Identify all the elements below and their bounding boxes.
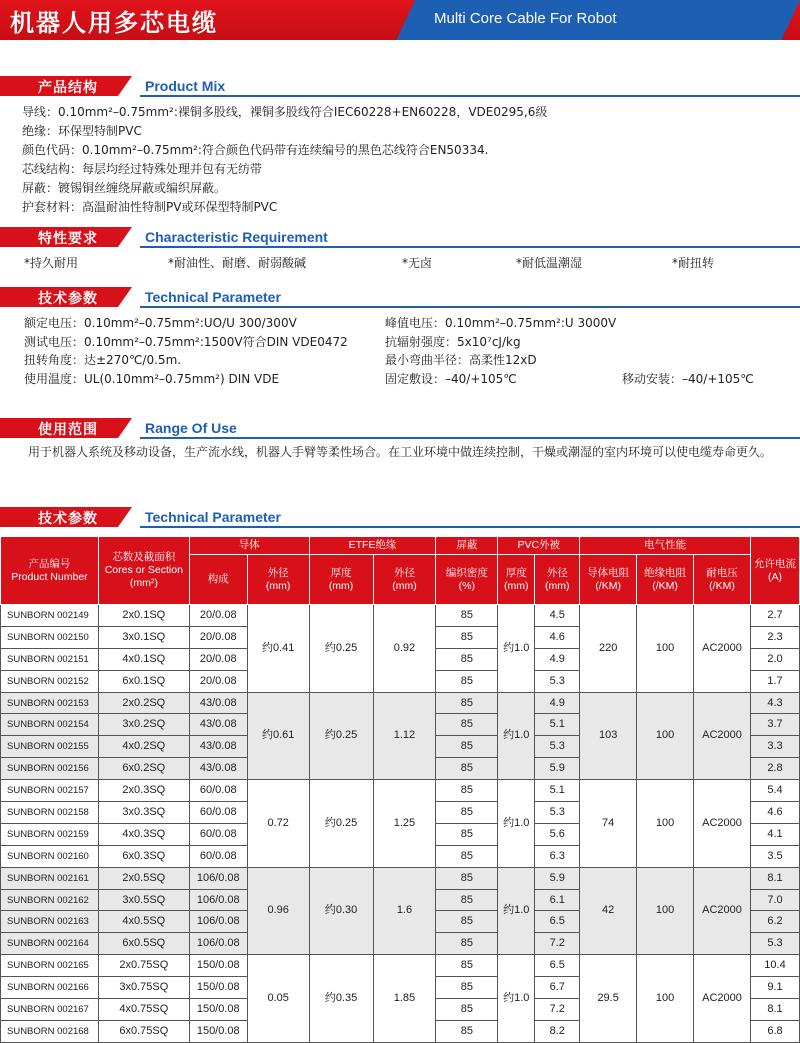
cell-current: 3.3	[750, 736, 799, 758]
col-header-etfe-od: 外径 (mm)	[373, 555, 436, 605]
cell-current: 8.1	[750, 999, 799, 1021]
cell-structure: 43/0.08	[189, 692, 247, 714]
cell-pvc-od: 5.9	[535, 867, 580, 889]
cell-cores: 2x0.75SQ	[98, 955, 189, 977]
col-group-pvc: PVC外被	[498, 537, 580, 555]
section-title: 使用范围	[38, 422, 98, 438]
cell-structure: 60/0.08	[189, 823, 247, 845]
cell-etfe-od: 0.92	[373, 605, 436, 693]
cell-current: 2.3	[750, 626, 799, 648]
section-title-en: Technical Parameter	[145, 509, 281, 525]
cell-conductor-od: 约0.41	[247, 605, 309, 693]
cell-braid-density: 85	[436, 955, 498, 977]
cell-cores: 6x0.2SQ	[98, 758, 189, 780]
cell-product-number: SUNBORN 002162	[1, 889, 99, 911]
spec-line: 屏蔽：镀锡铜丝缠绕屏蔽或编织屏蔽。	[22, 181, 227, 195]
col-header-pvc-od: 外径 (mm)	[535, 555, 580, 605]
cell-braid-density: 85	[436, 605, 498, 627]
cell-current: 3.5	[750, 845, 799, 867]
cell-insulation-resistance: 100	[637, 867, 694, 955]
section-header-parameter-table	[0, 507, 800, 529]
cell-braid-density: 85	[436, 714, 498, 736]
cell-insulation-resistance: 100	[637, 692, 694, 780]
cell-braid-density: 85	[436, 889, 498, 911]
cell-pvc-od: 4.9	[535, 648, 580, 670]
cell-pvc-od: 8.2	[535, 1020, 580, 1042]
cell-cores: 2x0.5SQ	[98, 867, 189, 889]
cell-etfe-thickness: 约0.25	[309, 780, 373, 868]
section-title-en: Range Of Use	[145, 420, 237, 436]
cell-cores: 3x0.75SQ	[98, 977, 189, 999]
cell-product-number: SUNBORN 002155	[1, 736, 99, 758]
cell-cores: 2x0.1SQ	[98, 605, 189, 627]
cell-cores: 4x0.5SQ	[98, 911, 189, 933]
cell-pvc-od: 5.1	[535, 780, 580, 802]
cell-pvc-thickness: 约1.0	[498, 692, 535, 780]
cell-pvc-od: 5.6	[535, 823, 580, 845]
spec-line: 护套材料：高温耐油性特制PV或环保型特制PVC	[22, 200, 278, 214]
col-header-product-number: 产品编号 Product Number	[1, 537, 99, 605]
section-title: 技术参数	[38, 511, 98, 527]
cell-structure: 60/0.08	[189, 780, 247, 802]
cell-etfe-od: 1.25	[373, 780, 436, 868]
cell-product-number: SUNBORN 002166	[1, 977, 99, 999]
cell-product-number: SUNBORN 002163	[1, 911, 99, 933]
spec-line: 绝缘：环保型特制PVC	[22, 124, 142, 138]
cell-structure: 20/0.08	[189, 605, 247, 627]
col-header-conductor-od: 外径 (mm)	[247, 555, 309, 605]
cell-cores: 6x0.5SQ	[98, 933, 189, 955]
cell-current: 5.3	[750, 933, 799, 955]
col-header-structure: 构成	[189, 555, 247, 605]
cell-conductor-resistance: 42	[580, 867, 637, 955]
cell-pvc-thickness: 约1.0	[498, 780, 535, 868]
cell-pvc-od: 4.6	[535, 626, 580, 648]
cell-pvc-od: 4.9	[535, 692, 580, 714]
feature-item: *耐扭转	[672, 256, 715, 270]
cell-current: 4.6	[750, 802, 799, 824]
cell-braid-density: 85	[436, 999, 498, 1021]
col-header-conductor-resistance: 导体电阻 (/KM)	[580, 555, 637, 605]
cell-product-number: SUNBORN 002156	[1, 758, 99, 780]
cell-cores: 6x0.3SQ	[98, 845, 189, 867]
cell-insulation-resistance: 100	[637, 780, 694, 868]
table-row	[1, 692, 800, 714]
cell-cores: 3x0.2SQ	[98, 714, 189, 736]
cell-structure: 60/0.08	[189, 802, 247, 824]
cell-current: 6.2	[750, 911, 799, 933]
cell-product-number: SUNBORN 002167	[1, 999, 99, 1021]
cell-braid-density: 85	[436, 648, 498, 670]
cell-structure: 150/0.08	[189, 999, 247, 1021]
cell-cores: 6x0.1SQ	[98, 670, 189, 692]
section-title-en: Product Mix	[145, 78, 226, 94]
col-group-conductor: 导体	[189, 537, 309, 555]
col-header-voltage: 耐电压 (/KM)	[694, 555, 751, 605]
cell-structure: 43/0.08	[189, 736, 247, 758]
cell-structure: 43/0.08	[189, 714, 247, 736]
cell-product-number: SUNBORN 002161	[1, 867, 99, 889]
col-header-current: 允许电流 (A)	[750, 537, 799, 605]
cell-braid-density: 85	[436, 692, 498, 714]
cell-product-number: SUNBORN 002153	[1, 692, 99, 714]
cell-etfe-od: 1.6	[373, 867, 436, 955]
cell-braid-density: 85	[436, 780, 498, 802]
page-title: 机器人用多芯电缆	[10, 9, 218, 37]
cell-braid-density: 85	[436, 845, 498, 867]
cell-product-number: SUNBORN 002160	[1, 845, 99, 867]
cell-braid-density: 85	[436, 626, 498, 648]
cell-product-number: SUNBORN 002165	[1, 955, 99, 977]
cell-structure: 106/0.08	[189, 867, 247, 889]
param-line: 使用温度：UL(0.10mm²–0.75mm²) DIN VDE	[24, 372, 280, 386]
section-title: 产品结构	[38, 80, 98, 96]
cell-cores: 3x0.3SQ	[98, 802, 189, 824]
usage-description: 用于机器人系统及移动设备，生产流水线，机器人手臂等柔性场合。在工业环境中做连续控制，干燥或潮湿的室内环境可以使电缆寿命更久。	[28, 445, 773, 459]
cell-pvc-od: 4.5	[535, 605, 580, 627]
cell-braid-density: 85	[436, 670, 498, 692]
cell-current: 2.7	[750, 605, 799, 627]
cell-cores: 3x0.5SQ	[98, 889, 189, 911]
cell-etfe-thickness: 约0.25	[309, 605, 373, 693]
page-title-en: Multi Core Cable For Robot	[434, 10, 617, 27]
cell-current: 10.4	[750, 955, 799, 977]
cell-etfe-thickness: 约0.30	[309, 867, 373, 955]
cell-current: 7.0	[750, 889, 799, 911]
cell-pvc-od: 5.3	[535, 670, 580, 692]
cell-braid-density: 85	[436, 933, 498, 955]
cell-current: 6.8	[750, 1020, 799, 1042]
cell-etfe-od: 1.12	[373, 692, 436, 780]
table-row	[1, 867, 800, 889]
section-header-technical-parameter	[0, 287, 800, 309]
cell-current: 9.1	[750, 977, 799, 999]
cell-pvc-thickness: 约1.0	[498, 867, 535, 955]
cell-withstand-voltage: AC2000	[694, 692, 751, 780]
cell-braid-density: 85	[436, 758, 498, 780]
section-header-product-mix	[0, 76, 800, 98]
cell-braid-density: 85	[436, 911, 498, 933]
param-line: 扭转角度：达±270℃/0.5m.	[24, 353, 182, 367]
section-header-range-of-use	[0, 418, 800, 440]
cell-product-number: SUNBORN 002159	[1, 823, 99, 845]
cell-product-number: SUNBORN 002151	[1, 648, 99, 670]
cell-pvc-od: 6.5	[535, 955, 580, 977]
param-line: 额定电压：0.10mm²–0.75mm²:UO/U 300/300V	[24, 316, 297, 330]
param-line: 最小弯曲半径：高柔性12xD	[385, 353, 537, 367]
cell-product-number: SUNBORN 002168	[1, 1020, 99, 1042]
spec-line: 颜色代码：0.10mm²–0.75mm²:符合颜色代码带有连续编号的黑色芯线符合EN50334.	[22, 143, 489, 157]
spec-table	[0, 536, 800, 1043]
col-header-braid-density: 编织密度 (%)	[436, 555, 498, 605]
cell-braid-density: 85	[436, 867, 498, 889]
feature-item: *耐低温潮湿	[516, 256, 583, 270]
cell-cores: 2x0.3SQ	[98, 780, 189, 802]
cell-braid-density: 85	[436, 823, 498, 845]
feature-item: *耐油性、耐磨、耐弱酸碱	[168, 256, 307, 270]
cell-current: 4.3	[750, 692, 799, 714]
cell-product-number: SUNBORN 002154	[1, 714, 99, 736]
cell-product-number: SUNBORN 002158	[1, 802, 99, 824]
cell-conductor-resistance: 29.5	[580, 955, 637, 1043]
cell-etfe-od: 1.85	[373, 955, 436, 1043]
cell-withstand-voltage: AC2000	[694, 955, 751, 1043]
cell-pvc-od: 7.2	[535, 933, 580, 955]
cell-conductor-resistance: 103	[580, 692, 637, 780]
cell-conductor-resistance: 220	[580, 605, 637, 693]
cell-pvc-od: 5.3	[535, 736, 580, 758]
table-row	[1, 605, 800, 627]
cell-etfe-thickness: 约0.25	[309, 692, 373, 780]
cell-structure: 60/0.08	[189, 845, 247, 867]
cell-braid-density: 85	[436, 1020, 498, 1042]
col-group-electrical: 电气性能	[580, 537, 751, 555]
cell-conductor-resistance: 74	[580, 780, 637, 868]
cell-structure: 106/0.08	[189, 889, 247, 911]
col-header-etfe-thickness: 厚度 (mm)	[309, 555, 373, 605]
param-line: 固定敷设：–40/+105℃	[385, 372, 517, 386]
cell-product-number: SUNBORN 002150	[1, 626, 99, 648]
cell-insulation-resistance: 100	[637, 955, 694, 1043]
cell-pvc-od: 6.3	[535, 845, 580, 867]
cell-insulation-resistance: 100	[637, 605, 694, 693]
col-header-pvc-thickness: 厚度 (mm)	[498, 555, 535, 605]
cell-product-number: SUNBORN 002164	[1, 933, 99, 955]
cell-structure: 43/0.08	[189, 758, 247, 780]
cell-cores: 4x0.2SQ	[98, 736, 189, 758]
cell-pvc-od: 5.1	[535, 714, 580, 736]
cell-current: 2.0	[750, 648, 799, 670]
param-line: 测试电压：0.10mm²–0.75mm²:1500V符合DIN VDE0472	[24, 335, 348, 349]
cell-pvc-thickness: 约1.0	[498, 605, 535, 693]
cell-pvc-od: 6.1	[535, 889, 580, 911]
cell-withstand-voltage: AC2000	[694, 605, 751, 693]
cell-cores: 4x0.1SQ	[98, 648, 189, 670]
cell-cores: 4x0.75SQ	[98, 999, 189, 1021]
cell-cores: 6x0.75SQ	[98, 1020, 189, 1042]
cell-structure: 20/0.08	[189, 648, 247, 670]
cell-current: 1.7	[750, 670, 799, 692]
cell-structure: 20/0.08	[189, 626, 247, 648]
cell-pvc-od: 5.3	[535, 802, 580, 824]
table-row	[1, 955, 800, 977]
section-title-en: Characteristic Requirement	[145, 229, 328, 245]
cell-pvc-od: 7.2	[535, 999, 580, 1021]
spec-line: 导线：0.10mm²–0.75mm²:裸铜多股线，裸铜多股线符合IEC60228+EN60228，VDE0295,6级	[22, 105, 548, 119]
cell-structure: 150/0.08	[189, 955, 247, 977]
cell-pvc-od: 6.7	[535, 977, 580, 999]
cell-pvc-od: 5.9	[535, 758, 580, 780]
cell-current: 3.7	[750, 714, 799, 736]
cell-withstand-voltage: AC2000	[694, 867, 751, 955]
col-header-cores: 芯数及截面积 Cores or Section (mm²)	[98, 537, 189, 605]
section-title: 技术参数	[38, 291, 98, 307]
cell-product-number: SUNBORN 002149	[1, 605, 99, 627]
cell-structure: 150/0.08	[189, 977, 247, 999]
feature-item: *持久耐用	[24, 256, 79, 270]
section-header-characteristics	[0, 227, 800, 249]
col-header-insulation-resistance: 绝缘电阻 (/KM)	[637, 555, 694, 605]
page-banner	[0, 0, 800, 40]
table-row	[1, 780, 800, 802]
cell-conductor-od: 0.72	[247, 780, 309, 868]
cell-structure: 20/0.08	[189, 670, 247, 692]
param-line: 抗辐射强度：5x10⁷cJ/kg	[385, 335, 521, 349]
cell-braid-density: 85	[436, 977, 498, 999]
cell-pvc-thickness: 约1.0	[498, 955, 535, 1043]
col-group-shield: 屏蔽	[436, 537, 498, 555]
cell-current: 8.1	[750, 867, 799, 889]
cell-structure: 106/0.08	[189, 911, 247, 933]
cell-pvc-od: 6.5	[535, 911, 580, 933]
cell-conductor-od: 0.05	[247, 955, 309, 1043]
feature-item: *无卤	[402, 256, 433, 270]
cell-structure: 150/0.08	[189, 1020, 247, 1042]
cell-braid-density: 85	[436, 736, 498, 758]
cell-braid-density: 85	[436, 802, 498, 824]
cell-current: 5.4	[750, 780, 799, 802]
section-title: 特性要求	[38, 231, 98, 247]
cell-product-number: SUNBORN 002157	[1, 780, 99, 802]
cell-conductor-od: 约0.61	[247, 692, 309, 780]
cell-etfe-thickness: 约0.35	[309, 955, 373, 1043]
col-group-etfe: ETFE绝缘	[309, 537, 436, 555]
cell-structure: 106/0.08	[189, 933, 247, 955]
cell-conductor-od: 0.96	[247, 867, 309, 955]
cell-withstand-voltage: AC2000	[694, 780, 751, 868]
param-line: 移动安装：–40/+105℃	[622, 372, 754, 386]
cell-cores: 4x0.3SQ	[98, 823, 189, 845]
table-body	[1, 605, 800, 1043]
section-title-en: Technical Parameter	[145, 289, 281, 305]
cell-cores: 3x0.1SQ	[98, 626, 189, 648]
cell-current: 2.8	[750, 758, 799, 780]
cell-cores: 2x0.2SQ	[98, 692, 189, 714]
cell-product-number: SUNBORN 002152	[1, 670, 99, 692]
cell-current: 4.1	[750, 823, 799, 845]
param-line: 峰值电压：0.10mm²–0.75mm²:U 3000V	[385, 316, 617, 330]
spec-line: 芯线结构：每层均经过特殊处理并包有无纺带	[22, 162, 263, 176]
